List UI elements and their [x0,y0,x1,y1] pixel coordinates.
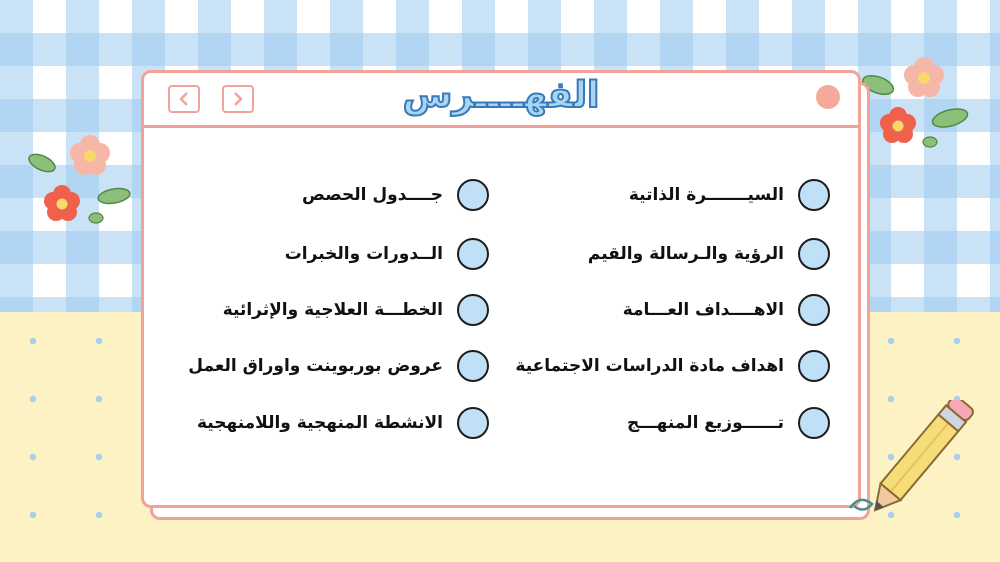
index-item-label: عروض بوربوينت واوراق العمل [188,356,443,376]
index-item-label: الانشطة المنهجية واللامنهجية [196,413,443,433]
index-item-subject-goals[interactable] [515,350,830,382]
index-item-label: تــــــوزيع المنهـــج [626,413,784,433]
index-item-label: الرؤية والـرسالة والقيم [587,244,784,264]
index-item-vision[interactable] [588,238,830,270]
index-item-presentations[interactable] [188,350,489,382]
index-item-label: جــــدول الحصص [302,185,443,205]
page-title: الفهــــرس [402,75,600,116]
bullet-circle-icon [457,179,489,211]
index-item-general-goals[interactable] [623,294,830,326]
index-item-label: اهداف مادة الدراسات الاجتماعية [515,356,784,376]
bullet-circle-icon [457,407,489,439]
pencil-icon [838,400,988,530]
bullet-circle-icon [457,294,489,326]
bullet-circle-icon [798,407,830,439]
flower-cluster-left [22,130,142,230]
bullet-circle-icon [798,179,830,211]
index-item-label: الخطـــة العلاجية والإثرائية [222,300,443,320]
index-item-cv[interactable] [629,179,830,211]
index-item-remedial-plan[interactable] [223,294,489,326]
bullet-circle-icon [798,350,830,382]
bullet-circle-icon [798,294,830,326]
index-item-schedule[interactable] [302,179,489,211]
window-dot-icon[interactable] [816,85,840,109]
window-title-bar [144,73,858,128]
index-item-activities[interactable] [197,407,489,439]
bullet-circle-icon [457,238,489,270]
bullet-circle-icon [457,350,489,382]
bullet-circle-icon [798,238,830,270]
index-window [141,70,861,508]
index-item-courses[interactable] [285,238,489,270]
index-item-label: الــدورات والخبرات [284,244,443,264]
flower-cluster-right [858,52,978,152]
index-item-label: السيـــــــرة الذاتية [628,185,784,205]
index-item-curriculum[interactable] [627,407,830,439]
index-item-label: الاهــــداف العـــامة [622,300,784,320]
